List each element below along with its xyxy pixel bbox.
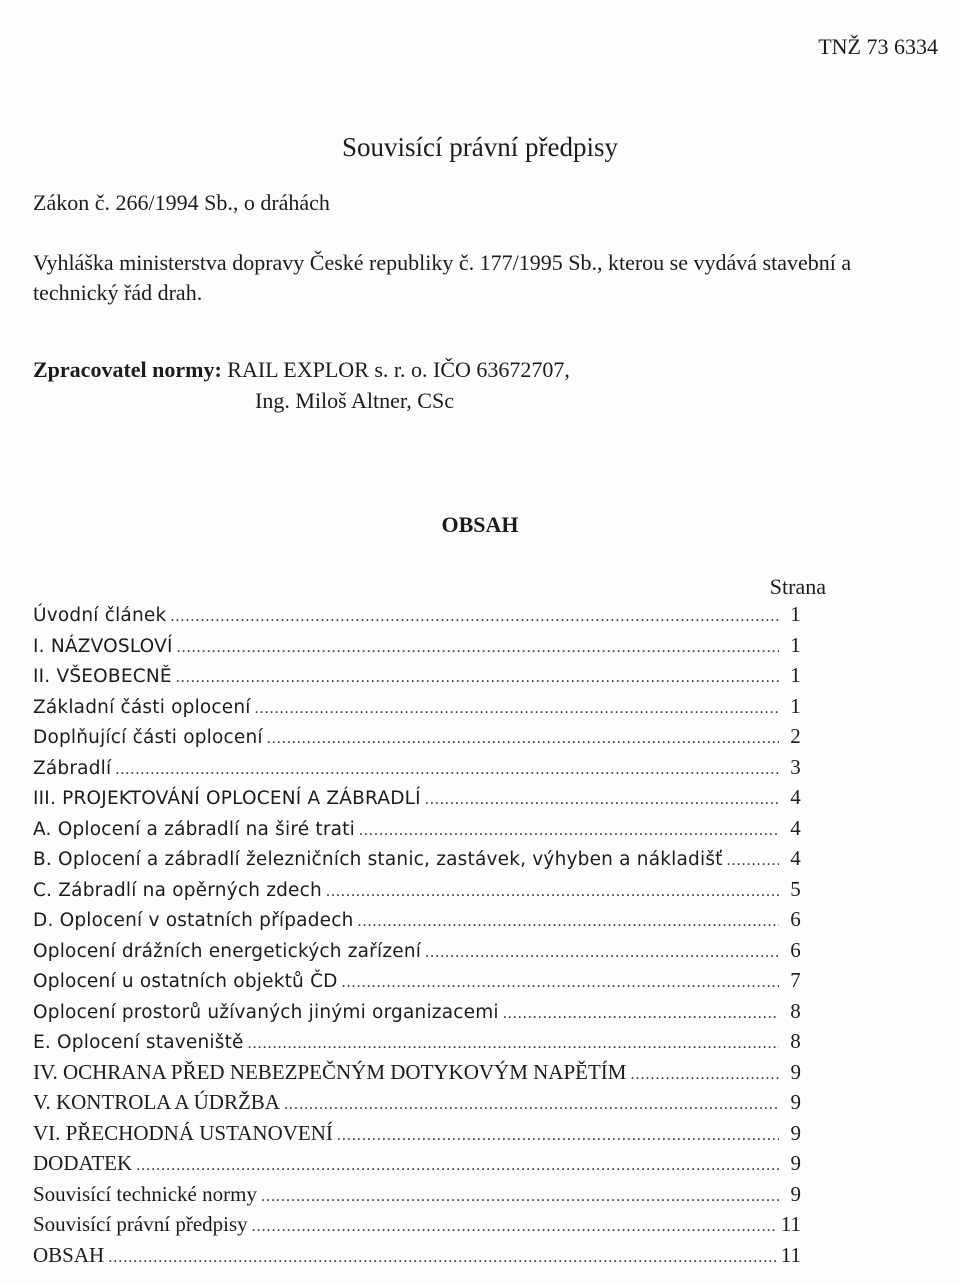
toc-entry-page: 9 [790, 1120, 801, 1145]
processor-label: Zpracovatel normy: [33, 357, 222, 382]
toc-entry [33, 663, 801, 694]
toc-entry [33, 1029, 801, 1060]
toc-dot-leader [337, 1127, 779, 1145]
toc-dot-leader [248, 1035, 779, 1053]
toc-entry [33, 785, 801, 816]
decree-reference: Vyhláška ministerstva dopravy České republiky č. 177/1995 Sb., kterou se vydává stavební a technický řád drah. [33, 250, 852, 305]
toc-entry-title: C. Zábradlí na opěrných zdech [33, 879, 322, 901]
toc-entry [33, 602, 801, 633]
table-of-contents [33, 602, 801, 1273]
law-reference: Zákon č. 266/1994 Sb., o dráhách [33, 190, 330, 215]
toc-entry [33, 938, 801, 969]
toc-entry [33, 1182, 801, 1213]
toc-dot-leader [170, 608, 779, 626]
toc-entry-page: 11 [780, 1242, 801, 1267]
toc-entry [33, 907, 801, 938]
section-title-related-regulations: Souvisící právní předpisy [342, 132, 618, 162]
toc-entry-title: I. NÁZVOSLOVÍ [33, 635, 173, 657]
toc-dot-leader [342, 974, 779, 992]
toc-entry-page: 9 [790, 1181, 801, 1206]
toc-entry-page: 9 [790, 1059, 801, 1084]
toc-dot-leader [261, 1188, 779, 1206]
toc-title: OBSAH [441, 512, 519, 537]
toc-entry-page: 5 [790, 876, 801, 901]
toc-entry [33, 1151, 801, 1182]
toc-entry-title: Úvodní článek [33, 605, 167, 626]
toc-dot-leader [630, 1066, 779, 1084]
toc-entry-title: III. PROJEKTOVÁNÍ OPLOCENÍ A ZÁBRADLÍ [33, 788, 421, 809]
toc-entry-page: 2 [790, 724, 801, 748]
document-code: TNŽ 73 6334 [818, 34, 938, 59]
toc-entry-page: 6 [790, 907, 801, 931]
toc-entry-title: Souvisící technické normy [33, 1181, 257, 1206]
toc-dot-leader [284, 1096, 779, 1114]
toc-entry-page: 1 [790, 632, 801, 657]
toc-entry [33, 724, 801, 755]
toc-entry-title: D. Oplocení v ostatních případech [33, 910, 354, 931]
processor-block [33, 354, 570, 416]
toc-entry-title: Oplocení prostorů užívaných jinými organizacemi [33, 1001, 499, 1023]
toc-entry [33, 755, 801, 786]
toc-page-column-label: Strana [769, 574, 826, 599]
processor-person: Ing. Miloš Altner, CSc [255, 388, 454, 413]
toc-entry-page: 4 [790, 846, 801, 870]
toc-entry-title: Doplňující části oplocení [33, 727, 263, 748]
toc-entry [33, 1121, 801, 1152]
toc-entry-page: 4 [790, 815, 801, 840]
toc-entry-title: B. Oplocení a zábradlí železničních stanic, zastávek, výhyben a nákladišť [33, 849, 723, 870]
toc-dot-leader [326, 883, 779, 901]
toc-entry [33, 633, 801, 664]
toc-entry-title: Zábradlí [33, 757, 112, 779]
toc-entry [33, 1243, 801, 1274]
toc-entry-title: IV. OCHRANA PŘED NEBEZPEČNÝM DOTYKOVÝM NAPĚTÍM [33, 1059, 627, 1084]
toc-dot-leader [359, 822, 779, 840]
toc-entry [33, 1212, 801, 1243]
toc-entry-page: 9 [790, 1151, 801, 1175]
toc-dot-leader [177, 639, 779, 657]
toc-entry-page: 1 [790, 663, 801, 687]
toc-dot-leader [115, 761, 779, 779]
toc-dot-leader [108, 1249, 777, 1267]
toc-entry-title: V. KONTROLA A ÚDRŽBA [33, 1090, 280, 1114]
toc-entry-title: Souvisící právní předpisy [33, 1212, 248, 1236]
processor-company: RAIL EXPLOR s. r. o. IČO 63672707, [227, 357, 570, 382]
toc-entry [33, 846, 801, 877]
toc-entry-title: II. VŠEOBECNĚ [33, 666, 172, 687]
toc-dot-leader [176, 669, 779, 687]
toc-entry [33, 999, 801, 1030]
toc-entry [33, 877, 801, 908]
toc-entry-title: A. Oplocení a zábradlí na širé trati [33, 818, 355, 840]
toc-entry-page: 7 [790, 968, 801, 992]
toc-entry-title: E. Oplocení staveniště [33, 1032, 244, 1053]
toc-entry-title: VI. PŘECHODNÁ USTANOVENÍ [33, 1120, 333, 1145]
toc-entry-page: 8 [790, 1029, 801, 1053]
toc-dot-leader [503, 1005, 779, 1023]
toc-dot-leader [252, 1218, 777, 1236]
toc-entry [33, 968, 801, 999]
toc-entry-page: 11 [780, 1212, 801, 1236]
toc-dot-leader [267, 730, 779, 748]
toc-entry-page: 3 [790, 754, 801, 779]
toc-dot-leader [255, 700, 779, 718]
toc-entry-title: DODATEK [33, 1151, 133, 1175]
toc-entry [33, 1060, 801, 1091]
toc-entry-title: OBSAH [33, 1242, 105, 1267]
toc-entry [33, 694, 801, 725]
toc-entry-title: Oplocení u ostatních objektů ČD [33, 971, 338, 992]
toc-dot-leader [358, 913, 779, 931]
toc-entry-page: 1 [790, 602, 801, 626]
toc-entry-page: 8 [790, 998, 801, 1023]
toc-dot-leader [136, 1157, 779, 1175]
toc-entry-page: 9 [790, 1090, 801, 1114]
toc-entry [33, 1090, 801, 1121]
toc-dot-leader [425, 791, 779, 809]
toc-entry-page: 1 [790, 693, 801, 718]
toc-entry [33, 816, 801, 847]
toc-entry-page: 6 [790, 937, 801, 962]
toc-dot-leader [425, 944, 779, 962]
toc-entry-title: Oplocení drážních energetických zařízení [33, 940, 422, 962]
toc-entry-page: 4 [790, 785, 801, 809]
toc-entry-title: Základní části oplocení [33, 696, 251, 718]
toc-dot-leader [727, 852, 779, 870]
